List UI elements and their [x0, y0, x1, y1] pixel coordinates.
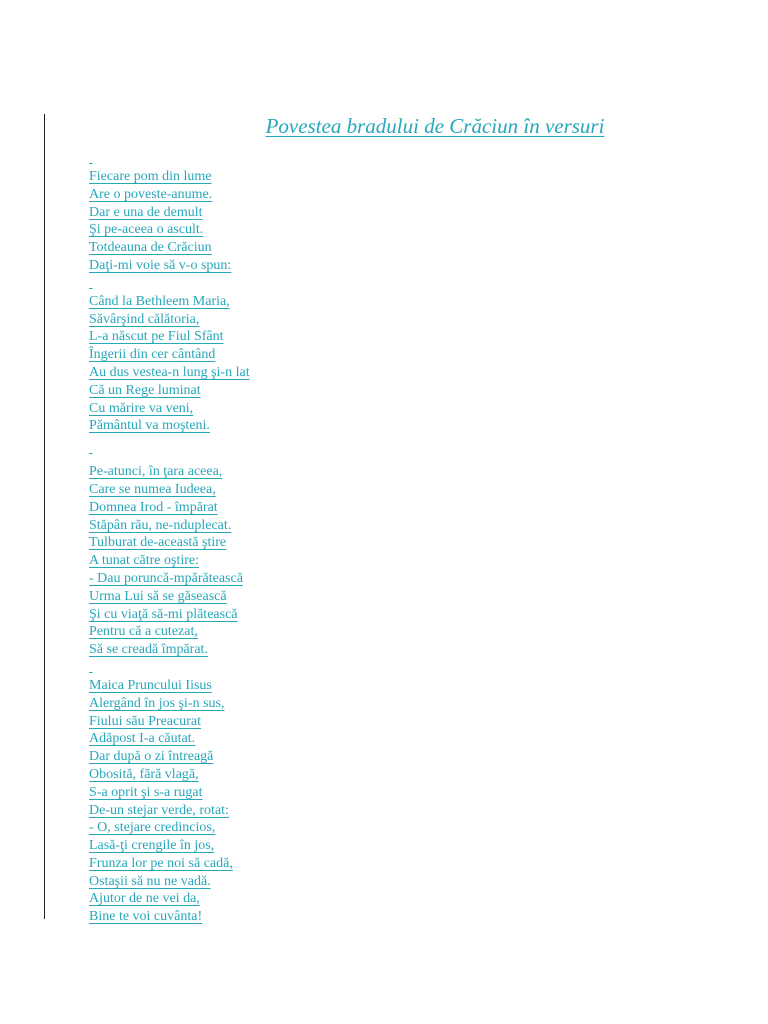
poem-line: Adăpost I-a căutat.: [89, 731, 196, 747]
poem-line: Pe-atunci, în ţara aceea,: [89, 464, 223, 480]
poem-line: Cu mărire va veni,: [89, 400, 194, 416]
stanza-3: [89, 463, 689, 659]
poem-line: Tulburat de-această ştire: [89, 535, 227, 551]
poem-line: A tunat către oştire:: [89, 553, 200, 569]
poem-line: - Dau poruncă-mpărătească: [89, 570, 243, 586]
poem-line: Domnea Irod - împărat: [89, 499, 218, 515]
poem-line: Obosită, fără vlagă,: [89, 766, 199, 782]
poem-line: Dar e una de demult: [89, 204, 203, 220]
poem-line: S-a oprit şi s-a rugat: [89, 784, 203, 800]
poem-line: De-un stejar verde, rotat:: [89, 802, 229, 818]
stanza-1: [89, 168, 689, 275]
poem-line: Săvârşind călătoria,: [89, 311, 200, 327]
poem-line: Care se numea Iudeea,: [89, 481, 216, 497]
poem-line: Alergând în jos şi-n sus,: [89, 695, 225, 711]
poem-line: Stăpân rău, ne-nduplecat.: [89, 517, 232, 533]
left-margin-line: [44, 114, 45, 919]
document-title: Povestea bradului de Crăciun în versuri: [265, 114, 605, 138]
poem-line: Bine te voi cuvânta!: [89, 909, 203, 925]
stanza-separator: [89, 659, 689, 677]
poem-line: Când la Bethleem Maria,: [89, 293, 230, 309]
stanza-separator: [89, 435, 689, 463]
poem-line: L-a născut pe Fiul Sfânt: [89, 329, 224, 345]
poem-line: Au dus vestea-n lung şi-n lat: [89, 364, 250, 380]
poem-line: - O, stejare credincios,: [89, 820, 216, 836]
poem-line: Îngerii din cer cântând: [89, 347, 216, 363]
poem-line: Ajutor de ne vei da,: [89, 891, 200, 907]
poem-line: Ostaşii să nu ne vadă.: [89, 873, 211, 889]
poem-line: Totdeauna de Crăciun: [89, 240, 212, 256]
poem-line: Maica Pruncului Iisus: [89, 677, 212, 693]
poem-body: [89, 150, 689, 926]
poem-line: Dar după o zi întreagă: [89, 749, 214, 765]
stanza-separator: [89, 150, 689, 168]
poem-line: Are o poveste-anume.: [89, 186, 213, 202]
poem-line: Frunza lor pe noi să cadă,: [89, 855, 233, 871]
poem-line: Lasă-ţi crengile în jos,: [89, 838, 215, 854]
poem-line: Pentru că a cutezat,: [89, 624, 198, 640]
poem-line: Că un Rege luminat: [89, 382, 201, 398]
poem-line: Să se creadă împărat.: [89, 642, 208, 658]
poem-line: Şi pe-aceea o ascult.: [89, 222, 204, 238]
poem-line: Şi cu viaţă să-mi plătească: [89, 606, 238, 622]
stanza-4: [89, 677, 689, 926]
poem-line: Pământul va moşteni.: [89, 418, 210, 434]
poem-line: Urma Lui să se găsească: [89, 588, 227, 604]
poem-line: Daţi-mi voie să v-o spun:: [89, 257, 232, 273]
poem-line: Fiecare pom din lume: [89, 169, 212, 184]
poem-line: Fiului său Preacurat: [89, 713, 201, 729]
stanza-2: [89, 293, 689, 435]
stanza-separator: [89, 275, 689, 293]
